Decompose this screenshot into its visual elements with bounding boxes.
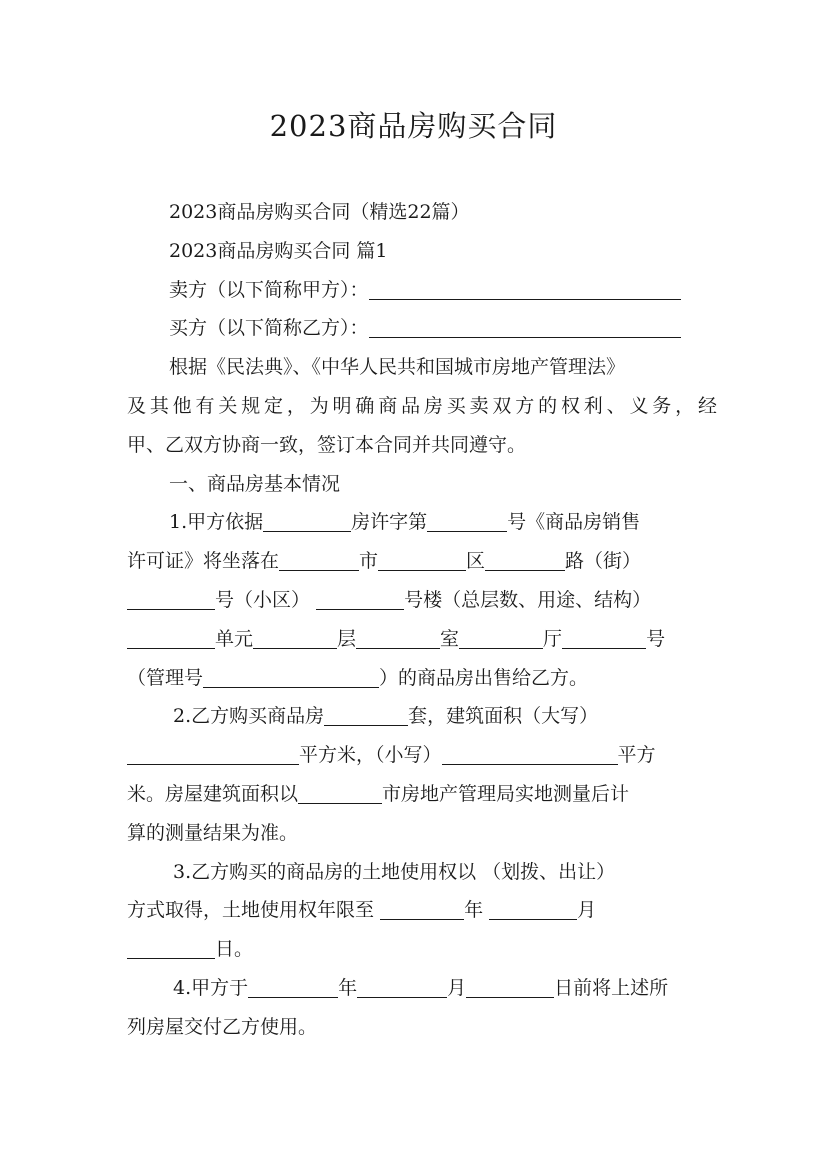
survey-city-blank [298,781,382,804]
seller-blank [369,277,681,300]
clause3-line-2 [127,891,717,930]
land-month-blank [489,897,577,920]
district-blank [378,548,466,571]
clause1-text-k: 层 [337,627,357,650]
hall-blank [459,626,543,649]
part1-heading-text: 一、商品房基本情况 [169,472,341,495]
clause2-text-a: 2.乙方购买商品房 [173,705,325,728]
intro-text-2: 及其他有关规定，为明确商品房买卖双方的权利、义务，经 [127,394,717,417]
city-blank [279,548,359,571]
management-number-blank [203,665,379,688]
land-year-blank [380,897,464,920]
clause2-text-d: 平方 [617,744,656,767]
clause4-line-2 [127,1008,717,1047]
clause2-line-4 [127,814,717,853]
clause3-text-c: 年 [464,899,484,922]
permit-number-blank [427,509,507,532]
buyer-line [127,309,717,348]
clause1-text-a: 1.甲方依据 [169,511,264,534]
delivery-month-blank [357,975,447,998]
clause1-line-4 [127,620,717,659]
delivery-year-blank [248,975,338,998]
clause3-text-d: 月 [577,899,597,922]
clause4-text-e: 列房屋交付乙方使用。 [127,1015,318,1038]
clause1-line-1 [127,503,717,542]
house-number-blank [127,587,215,610]
permit-issuer-blank [263,509,351,532]
intro-text-1: 根据《民法典》、《中华人民共和国城市房地产管理法》 [169,356,626,379]
section-heading-text: 2023商品房购买合同 篇1 [169,239,388,262]
clause2-text-g: 算的测量结果为准。 [127,821,299,844]
clause1-text-d: 许可证》将坐落在 [127,550,280,573]
clause2-line-1 [127,697,717,736]
clause4-text-c: 月 [447,976,467,999]
clause2-text-e: 米。房屋建筑面积以 [127,782,299,805]
clause2-text-f: 市房地产管理局实地测量后计 [382,782,630,805]
building-number-blank [316,587,404,610]
area-lowercase-blank [442,742,618,765]
document-title: 2023商品房购买合同 [269,109,558,143]
clause3-line-3 [127,930,717,969]
clause1-text-i: 号楼（总层数、用途、结构） [404,588,652,611]
clause3-line-1 [127,853,717,892]
clause1-text-l: 室 [440,627,460,650]
clause1-text-c: 号《商品房销售 [507,511,641,534]
clause2-line-2 [127,736,717,775]
clause3-text-e: 日。 [215,938,254,961]
intro-paragraph-line-1 [127,348,717,387]
clause1-text-o: （管理号 [127,666,204,689]
clause4-line-1 [127,969,717,1008]
clause2-line-3 [127,775,717,814]
subtitle-text: 2023商品房购买合同（精选22篇） [169,201,470,223]
room-blank [356,626,440,649]
delivery-day-blank [466,975,554,998]
clause1-line-3 [127,581,717,620]
clause1-line-2 [127,542,717,581]
floor-blank [253,626,337,649]
clause4-text-b: 年 [338,976,358,999]
clause3-text-a: 3.乙方购买的商品房的土地使用权以 （划拨、出让） [173,860,616,883]
number-blank [562,626,646,649]
clause1-text-p: ）的商品房出售给乙方。 [379,666,589,689]
seller-line [127,271,717,310]
seller-label: 卖方（以下简称甲方）： [169,278,369,301]
intro-paragraph-line-3 [127,426,717,465]
clause4-text-a: 4.甲方于 [173,976,249,999]
intro-paragraph-line-2 [127,387,717,426]
clause1-text-e: 市 [359,550,379,573]
part1-heading [127,465,717,504]
road-blank [485,548,565,571]
clause1-text-b: 房许字第 [351,511,428,534]
clause1-text-m: 厅 [543,627,563,650]
clause1-text-g: 路（街） [565,550,642,573]
buyer-label: 买方（以下简称乙方）： [169,317,369,340]
clause1-text-h: 号（小区） [215,588,311,611]
buyer-blank [369,315,681,338]
document-body [127,193,717,1047]
area-uppercase-blank [127,742,299,765]
section-heading [127,232,717,271]
clause3-text-b: 方式取得，土地使用权年限至 [127,899,375,922]
clause1-text-f: 区 [466,550,486,573]
clause1-text-n: 号 [646,627,666,650]
clause4-text-d: 日前将上述所 [554,976,669,999]
document-subtitle [127,193,717,232]
unit-blank [127,626,215,649]
unit-count-blank [324,703,408,726]
clause1-text-j: 单元 [215,627,254,650]
clause2-text-c: 平方米，（小写） [299,744,442,767]
intro-text-3: 甲、乙双方协商一致，签订本合同并共同遵守。 [127,433,527,456]
clause1-line-5 [127,659,717,698]
clause2-text-b: 套，建筑面积（大写） [408,705,599,728]
land-day-blank [127,936,215,959]
